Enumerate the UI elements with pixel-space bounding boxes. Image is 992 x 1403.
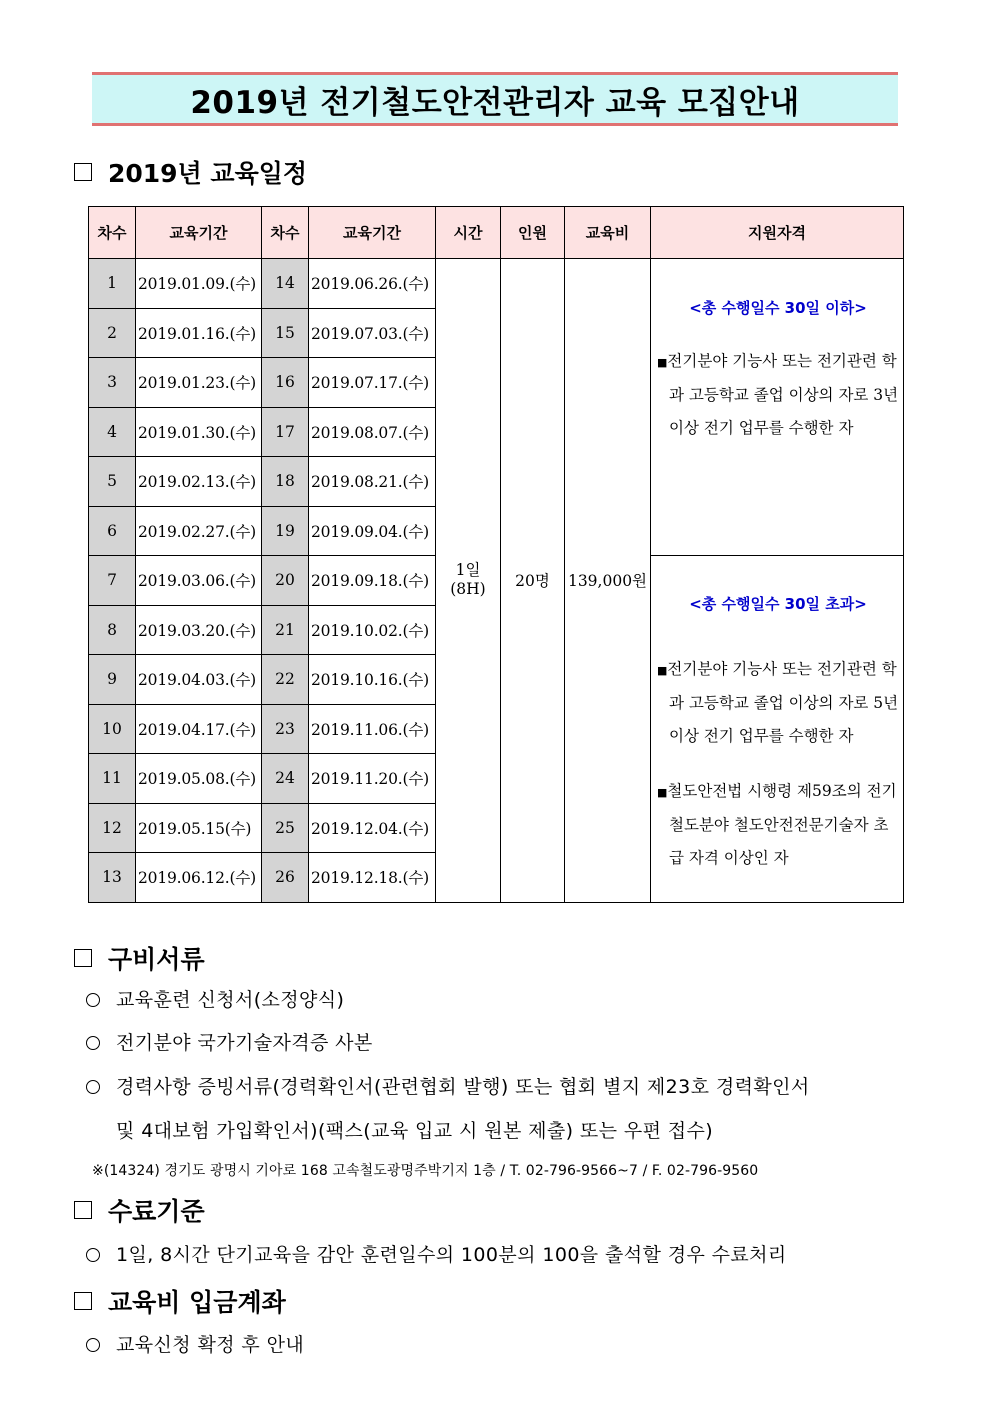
title-banner [92,72,898,126]
session-number: 18 [262,457,309,507]
circle-bullet-icon [86,1338,100,1352]
session-date: 2019.10.02.(수) [309,605,436,655]
square-bullet-icon [74,163,92,181]
table-header-row [89,207,904,259]
session-number: 15 [262,308,309,358]
time-hours: (8H) [450,580,486,599]
document-item-continued: 및 4대보험 가입확인서)(팩스(교육 입교 시 원본 제출) 또는 우편 접수) [116,1120,714,1142]
circle-bullet-icon [86,1248,100,1262]
section-documents-label: 구비서류 [108,945,205,974]
header-cell: 인원 [501,207,565,259]
people-cell: 20명 [501,259,565,903]
header-cell: 차수 [262,207,309,259]
session-date: 2019.05.15(수) [136,803,262,853]
circle-bullet-icon [86,993,100,1007]
section-documents-heading [74,940,205,976]
document-item: 전기분야 국가기술자격증 사본 [86,1028,373,1055]
session-date: 2019.08.07.(수) [309,407,436,457]
session-date: 2019.01.30.(수) [136,407,262,457]
session-date: 2019.02.27.(수) [136,506,262,556]
schedule-table [88,206,904,903]
session-number: 4 [89,407,136,457]
session-number: 5 [89,457,136,507]
completion-item: 1일, 8시간 단기교육을 감안 훈련일수의 100분의 100을 출석할 경우 수료처리 [86,1240,787,1267]
header-cell: 차수 [89,207,136,259]
fee-cell: 139,000원 [565,259,651,903]
session-number: 10 [89,704,136,754]
session-number: 9 [89,655,136,705]
page-title: 2019년 전기철도안전관리자 교육 모집안내 [190,84,800,121]
session-number: 11 [89,754,136,804]
square-bullet-icon [74,1201,92,1219]
qualification-cell-under-30 [651,259,904,556]
session-date: 2019.11.06.(수) [309,704,436,754]
header-cell: 교육기간 [136,207,262,259]
header-cell: 교육비 [565,207,651,259]
square-bullet-icon: ■ [657,356,668,369]
session-number: 13 [89,853,136,903]
section-schedule-label: 2019년 교육일정 [108,159,308,188]
square-bullet-icon: ■ [657,786,668,799]
session-number: 8 [89,605,136,655]
session-date: 2019.03.20.(수) [136,605,262,655]
square-bullet-icon [74,949,92,967]
session-number: 21 [262,605,309,655]
session-number: 2 [89,308,136,358]
session-number: 3 [89,358,136,408]
account-item: 교육신청 확정 후 안내 [86,1330,304,1357]
session-number: 7 [89,556,136,606]
section-account-label: 교육비 입금계좌 [108,1288,286,1317]
section-completion-label: 수료기준 [108,1197,205,1226]
address-note: ※(14324) 경기도 광명시 기아로 168 고속철도광명주박기지 1층 / T. 02-796-9566~7 / F. 02-796-9560 [92,1163,759,1179]
section-completion-heading [74,1192,205,1228]
session-number: 14 [262,259,309,309]
qualification-cell-over-30 [651,556,904,903]
session-number: 22 [262,655,309,705]
session-date: 2019.10.16.(수) [309,655,436,705]
session-date: 2019.09.04.(수) [309,506,436,556]
session-date: 2019.04.17.(수) [136,704,262,754]
session-number: 16 [262,358,309,408]
section-account-heading [74,1283,286,1319]
time-days: 1일 [455,561,481,580]
session-number: 25 [262,803,309,853]
session-number: 26 [262,853,309,903]
session-number: 24 [262,754,309,804]
circle-bullet-icon [86,1080,100,1094]
table-row [89,259,904,309]
session-date: 2019.11.20.(수) [309,754,436,804]
session-date: 2019.05.08.(수) [136,754,262,804]
document-item: 교육훈련 신청서(소정양식) [86,985,344,1012]
session-date: 2019.01.23.(수) [136,358,262,408]
header-cell: 교육기간 [309,207,436,259]
session-date: 2019.04.03.(수) [136,655,262,705]
session-number: 19 [262,506,309,556]
session-number: 12 [89,803,136,853]
session-date: 2019.06.12.(수) [136,853,262,903]
session-date: 2019.01.16.(수) [136,308,262,358]
session-date: 2019.07.03.(수) [309,308,436,358]
qualification-title: <총 수행일수 30일 이하> [689,299,867,317]
header-cell: 지원자격 [651,207,904,259]
session-number: 6 [89,506,136,556]
time-cell [436,259,501,903]
circle-bullet-icon [86,1036,100,1050]
square-bullet-icon: ■ [657,664,668,677]
qualification-item: ■전기분야 기능사 또는 전기관련 학과 고등학교 졸업 이상의 자로 5년 이상 전기 업무를 수행한 자 [657,660,899,745]
session-date: 2019.09.18.(수) [309,556,436,606]
session-date: 2019.02.13.(수) [136,457,262,507]
document-item: 경력사항 증빙서류(경력확인서(관련협회 발행) 또는 협회 별지 제23호 경력확인서 [86,1072,810,1099]
session-date: 2019.12.04.(수) [309,803,436,853]
session-date: 2019.01.09.(수) [136,259,262,309]
qualification-item: ■철도안전법 시행령 제59조의 전기 철도분야 철도안전전문기술자 초급 자격 이상인 자 [657,782,897,867]
section-schedule-heading [74,154,307,190]
session-date: 2019.03.06.(수) [136,556,262,606]
qualification-item: ■전기분야 기능사 또는 전기관련 학과 고등학교 졸업 이상의 자로 3년 이상 전기 업무를 수행한 자 [657,352,899,437]
square-bullet-icon [74,1292,92,1310]
session-number: 1 [89,259,136,309]
session-number: 17 [262,407,309,457]
session-date: 2019.07.17.(수) [309,358,436,408]
session-number: 20 [262,556,309,606]
header-cell: 시간 [436,207,501,259]
session-date: 2019.06.26.(수) [309,259,436,309]
session-date: 2019.12.18.(수) [309,853,436,903]
session-date: 2019.08.21.(수) [309,457,436,507]
qualification-title: <총 수행일수 30일 초과> [689,595,867,613]
session-number: 23 [262,704,309,754]
